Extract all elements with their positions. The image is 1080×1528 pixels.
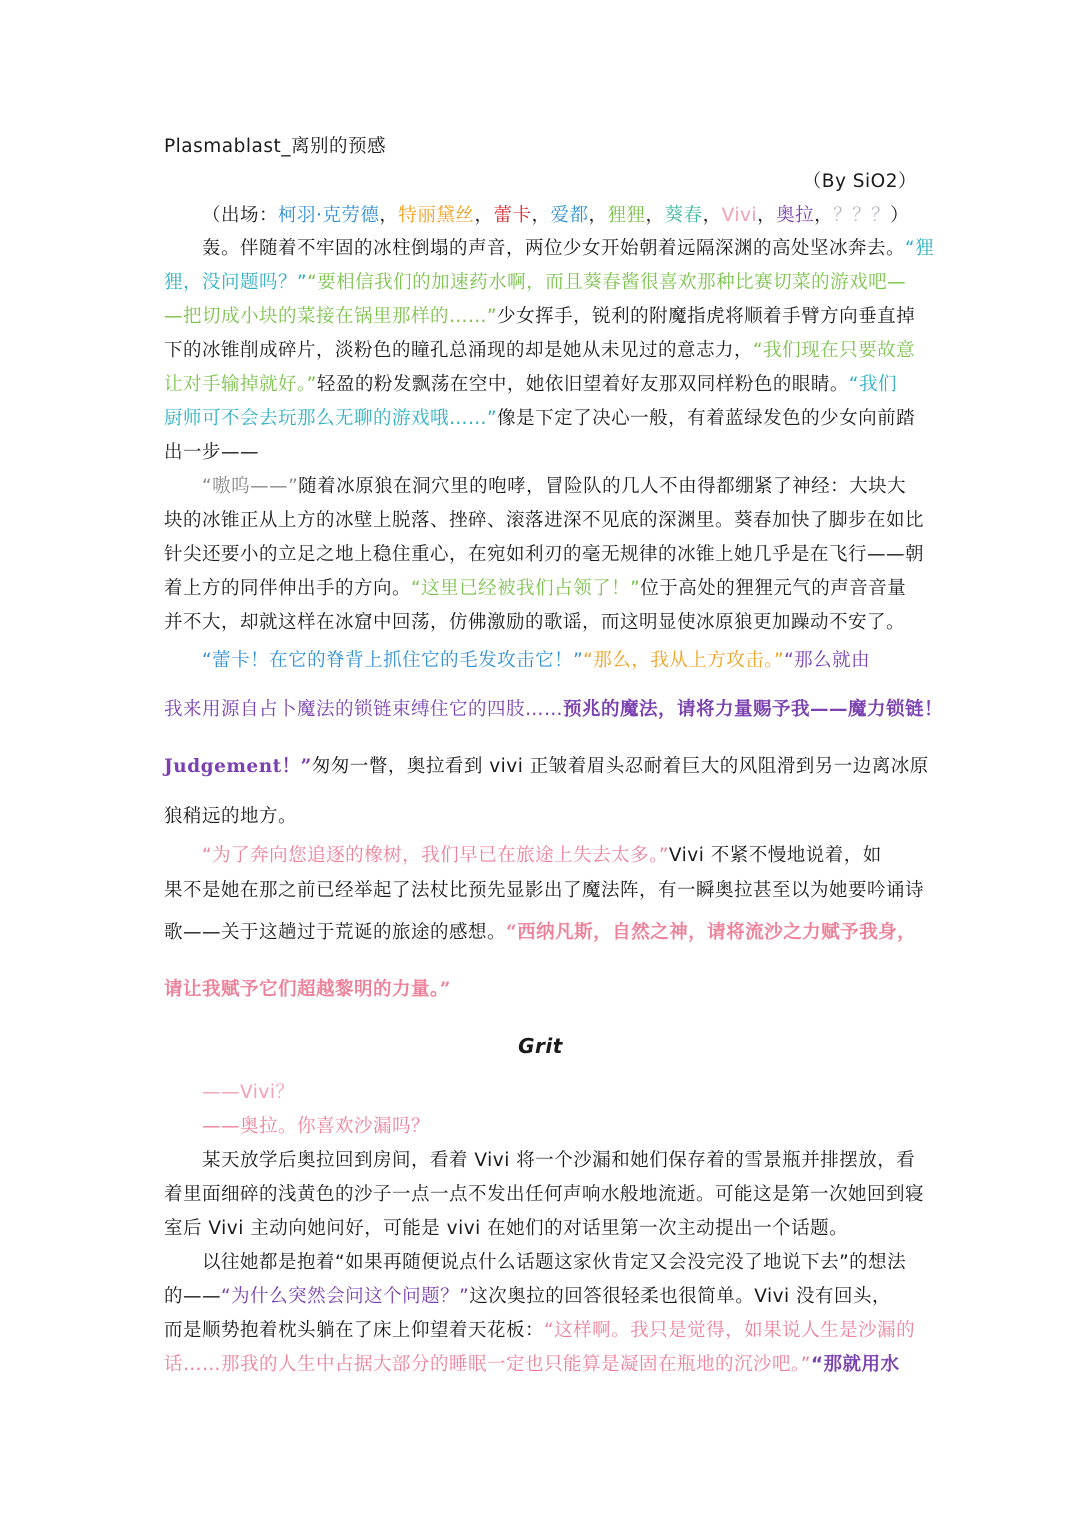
cast-name: 特丽黛丝 [398, 205, 475, 226]
paragraph-line: 下的冰锥削成碎片，淡粉色的瞳孔总涌现的却是她从未见过的意志力，“我们现在只要故意 [164, 340, 916, 361]
paragraph-line: 着里面细碎的浅黄色的沙子一点一点不发出任何声响水般地流逝。可能这是第一次她回到寝 [164, 1184, 925, 1205]
paragraph-line: 针尖还要小的立足之地上稳住重心，在宛如利刃的毫无规律的冰锥上她几乎是在飞行——朝 [164, 544, 925, 565]
cast-name: 葵春 [664, 205, 703, 226]
cast-name: 爱都 [550, 205, 589, 226]
cast-name: 狸狸 [607, 205, 646, 226]
cast-name: 奥拉 [776, 205, 815, 226]
paragraph-line: 狼稍远的地方。 [164, 806, 298, 827]
dialogue-line: ——奥拉。你喜欢沙漏吗？ [202, 1116, 431, 1137]
paragraph-line: “嗷呜——”随着冰原狼在洞穴里的咆哮，冒险队的几人不由得都绷紧了神经：大块大 [202, 476, 907, 497]
paragraph-line: 室后 Vivi 主动向她问好，可能是 vivi 在她们的对话里第一次主动提出一个话题。 [164, 1218, 849, 1239]
paragraph-line: 歌——关于这趟过于荒诞的旅途的感想。“西纳凡斯，自然之神，请将流沙之力赋予我身， [164, 922, 917, 943]
section-heading: Grit [518, 1034, 563, 1058]
document-title: Plasmablast_离别的预感 [164, 136, 386, 157]
paragraph-line: —把切成小块的菜接在锅里那样的……”少女挥手，锐利的附魔指虎将顺着手臂方向垂直掉 [164, 306, 916, 327]
paragraph-line: 块的冰锥正从上方的冰壁上脱落、挫碎、滚落进深不见底的深渊里。葵春加快了脚步在如比 [164, 510, 925, 531]
paragraph-line: 果不是她在那之前已经举起了法杖比预先显影出了魔法阵，有一瞬奥拉甚至以为她要吟诵诗 [164, 880, 925, 901]
paragraph-line: “为了奔向您追逐的橡树，我们早已在旅途上失去太多。”Vivi 不紧不慢地说着，如 [202, 845, 882, 866]
paragraph-line: 以往她都是抱着“如果再随便说点什么话题这家伙肯定又会没完没了地说下去”的想法 [202, 1252, 907, 1273]
paragraph-line: 轰。伴随着不牢固的冰柱倒塌的声音，两位少女开始朝着远隔深渊的高处坚冰奔去。“狸 [202, 238, 935, 259]
paragraph-line: 某天放学后奥拉回到房间，看着 Vivi 将一个沙漏和她们保存着的雪景瓶并排摆放，看 [202, 1150, 916, 1171]
paragraph-line: Judgement！”匆匆一瞥，奥拉看到 vivi 正皱着眉头忍耐着巨大的风阻滑到另一边离冰原 [164, 756, 929, 777]
cast-line: （出场：柯羽·克劳德，特丽黛丝，蕾卡，爱都，狸狸，葵春，Vivi，奥拉，？？？） [202, 205, 910, 226]
paragraph-line: 并不大，却就这样在冰窟中回荡，仿佛激励的歌谣，而这明显使冰原狼更加躁动不安了。 [164, 612, 906, 633]
paragraph-line: 着上方的同伴伸出手的方向。“这里已经被我们占领了！”位于高处的狸狸元气的声音音量 [164, 578, 907, 599]
cast-name: 柯羽·克劳德 [278, 205, 380, 226]
paragraph-line: 狸，没问题吗？”“要相信我们的加速药水啊，而且葵春酱很喜欢那种比赛切菜的游戏吧— [164, 272, 907, 293]
paragraph-line: 而是顺势抱着枕头躺在了床上仰望着天花板：“这样啊。我只是觉得，如果说人生是沙漏的 [164, 1320, 916, 1341]
cast-name: ？？？ [833, 205, 891, 226]
paragraph-line: 的——“为什么突然会问这个问题？”这次奥拉的回答很轻柔也很简单。Vivi 没有回头， [164, 1286, 892, 1307]
paragraph-line: 出一步—— [164, 442, 260, 463]
cast-open: （出场： [202, 205, 279, 226]
cast-name: Vivi [721, 205, 758, 226]
paragraph-line: 厨师可不会去玩那么无聊的游戏哦……”像是下定了决心一般，有着蓝绿发色的少女向前踏 [164, 408, 916, 429]
dialogue-line: ——Vivi？ [202, 1082, 295, 1103]
cast-name: 蕾卡 [493, 205, 532, 226]
paragraph-line: 话……那我的人生中占据大部分的睡眠一定也只能算是凝固在瓶地的沉沙吧。”“那就用水 [164, 1354, 900, 1375]
paragraph-line: 让对手输掉就好。”轻盈的粉发飘荡在空中，她依旧望着好友那双同样粉色的眼睛。“我们 [164, 374, 897, 395]
paragraph-line: “蕾卡！在它的脊背上抓住它的毛发攻击它！”“那么，我从上方攻击。”“那么就由 [202, 650, 871, 671]
paragraph-line: 我来用源自占卜魔法的锁链束缚住它的四肢……预兆的魔法，请将力量赐予我——魔力锁链！ [164, 699, 944, 720]
paragraph-line: 请让我赋予它们超越黎明的力量。” [164, 979, 451, 1000]
author-line: （By SiO2） [802, 171, 917, 192]
